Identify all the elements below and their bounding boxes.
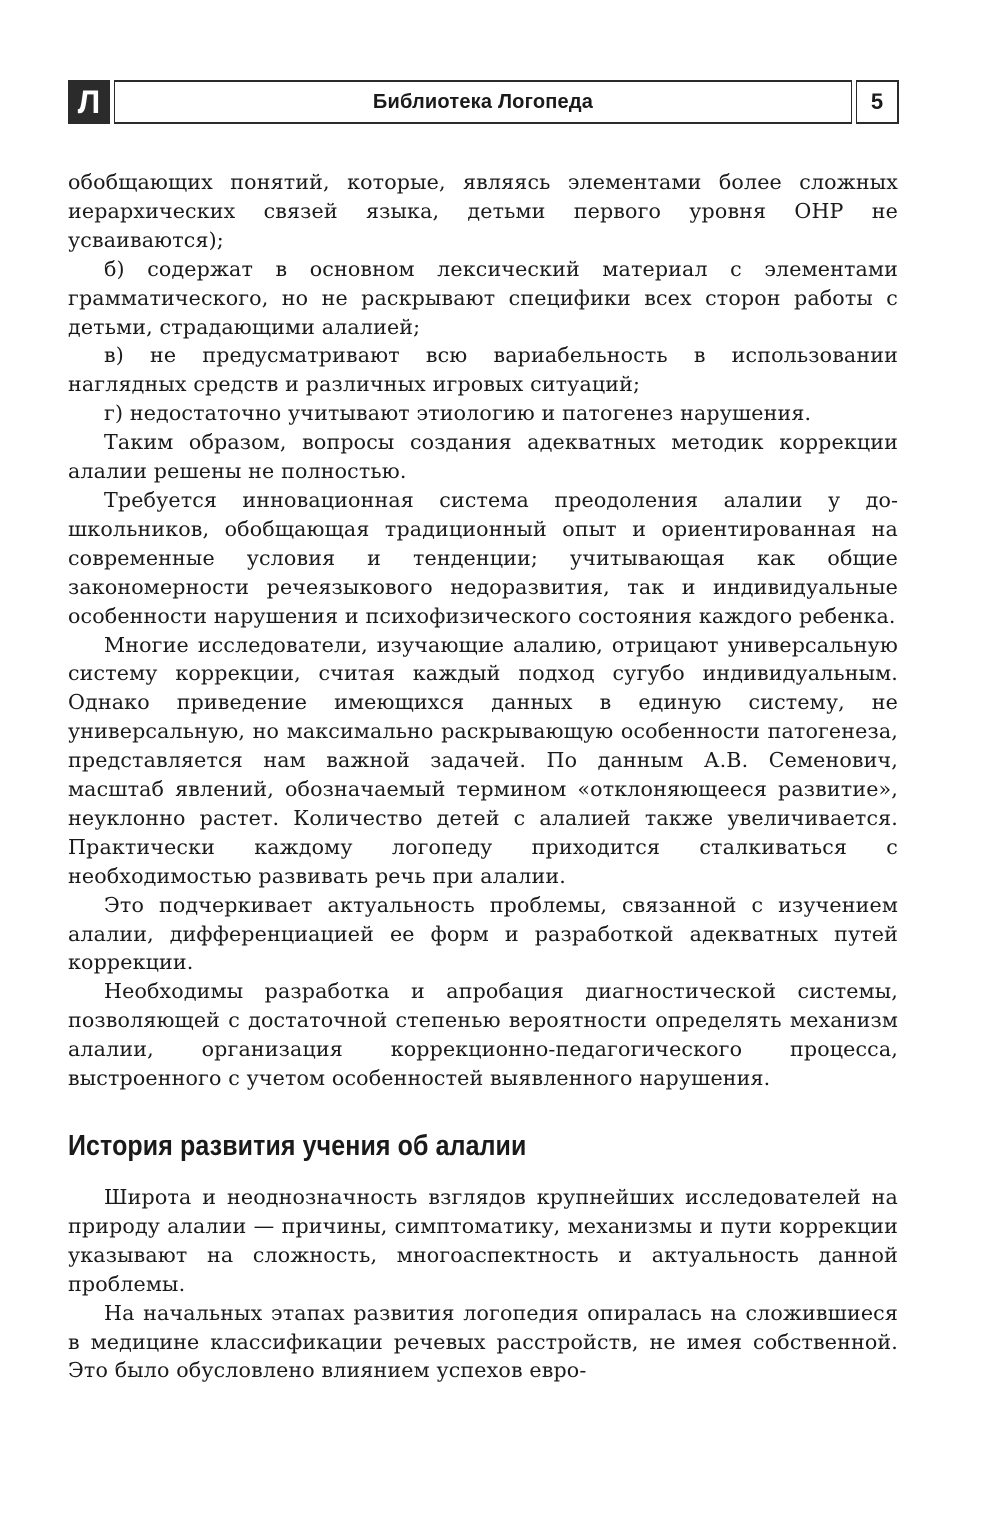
paragraph: обобщающих понятий, которые, являясь элементами более сложных иерархических связей языка, детьми первого уровня ОНР не усваиваются); xyxy=(68,170,898,252)
running-header xyxy=(68,80,898,124)
section-heading: История развития учения об алалии xyxy=(68,1130,527,1162)
paragraph: б) содержат в основном лексический материал с элементами грамматического, но не раскрывают специфики всех сторон работы с детьми, страдающими алалией; xyxy=(68,256,898,339)
book-page xyxy=(68,80,898,1385)
paragraph: Требуется инновационная система преодоления алалии у дошкольников, обобщающая традиционный опыт и ориентированная на современные условия и тенденции; учитывающая как общие закономерности речеязыкового недоразвития, так и индивидуальные особенности нарушения и психофизического состояния каждого ребенка. xyxy=(68,487,898,628)
paragraph: Таким образом, вопросы создания адекватных методик коррекции алалии решены не полностью. xyxy=(68,430,898,484)
paragraph: г) недостаточно учитывают этиологию и патогенез нарушения. xyxy=(104,401,812,426)
paragraph: Необходимы разработка и апробация диагностической системы, позволяющей с достаточной степенью вероятности определять механизм алалии, организация коррекционно-педагогического процесса, выстроенного с учетом особенностей выявленного нарушения. xyxy=(68,979,898,1091)
running-header-title: Библиотека Логопеда xyxy=(114,80,852,124)
paragraph: в) не предусматривают всю вариабельность в использовании наглядных средств и различных игровых ситуаций; xyxy=(68,343,898,397)
paragraph: Широта и неоднозначность взглядов крупнейших исследователей на природу алалии — причины, симптоматику, механизмы и пути коррекции указывают на сложность, многоаспектность и актуальность данной проблемы. xyxy=(68,1185,898,1296)
paragraph: Многие исследователи, изучающие алалию, отрицают универсальную систему коррекции, считая каждый подход сугубо индивидуальным. Однако приведение имеющихся данных в единую систему, не универсальную, но максимально раскрывающую особенности патогенеза, представляется нам важной задачей. По данным А.В. Семенович, масштаб явлений, обозначаемый термином «отклоняющееся развитие», неуклонно растет. Количество детей с алалией также увеличивается. Практически каждому логопеду приходится сталкиваться с необходимостью развивать речь при алалии. xyxy=(68,632,898,888)
series-logo: Л xyxy=(68,80,110,124)
paragraph: На начальных этапах развития логопедия опиралась на сложившиеся в медицине классификации речевых расстройств, не имея собственной. Это было обусловлено влиянием успехов евро- xyxy=(68,1300,898,1383)
paragraph: Это подчеркивает актуальность проблемы, связанной с изучением алалии, дифференциацией ее форм и разработкой адекватных путей коррекции. xyxy=(68,892,898,975)
body-text xyxy=(68,168,898,1385)
page-number: 5 xyxy=(856,80,899,124)
